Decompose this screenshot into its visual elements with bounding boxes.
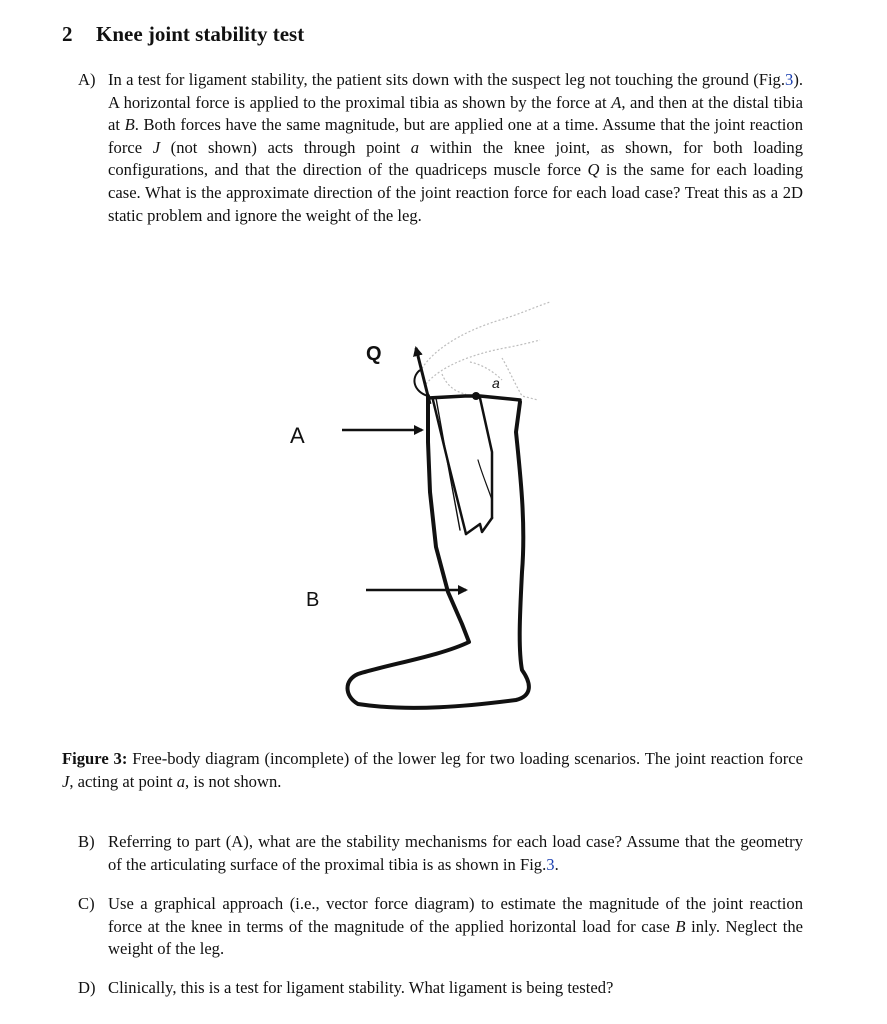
point-a-dot	[472, 392, 480, 400]
text-span: Free-body diagram (incomplete) of the lower leg for two loading scenarios. The joint reaction force	[127, 749, 803, 768]
text-span: .	[554, 854, 559, 874]
var-j: J	[152, 137, 161, 157]
question-b-label: B)	[78, 832, 95, 851]
lower-leg-outline	[348, 396, 529, 708]
caption-label: Figure 3:	[62, 749, 128, 768]
question-c-label: C)	[78, 894, 95, 913]
question-a	[78, 69, 803, 227]
label-point-a: a	[492, 375, 500, 391]
question-a-label: A)	[78, 70, 96, 89]
var-j: J	[62, 771, 70, 791]
label-force-b: B	[306, 589, 320, 611]
question-b-text	[108, 831, 803, 876]
section-heading	[62, 22, 304, 47]
figure-caption	[62, 748, 803, 793]
text-span: , and then at the distal tibia at	[108, 92, 803, 135]
var-b: B	[124, 115, 135, 135]
text-span: (not shown) acts through point	[160, 137, 411, 157]
question-a-text	[108, 69, 803, 227]
section-number: 2	[62, 22, 73, 46]
text-span: , is not shown.	[185, 771, 282, 791]
text-span: is the same for each loading case. What is the approximate direction of the joint reaction force for each load case? Treat this as a 2D static problem and ignore the weight of the leg.	[108, 160, 803, 225]
leg-diagram	[270, 292, 570, 722]
question-d-text	[108, 977, 803, 1000]
text-span: Clinically, this is a test for ligament stability. What ligament is being tested?	[108, 978, 614, 997]
text-span: Referring to part (A), what are the stability mechanisms for each load case? Assume that the geometry of the articulating surface of the proximal tibia is as shown in Fig.	[108, 832, 803, 874]
question-c	[78, 893, 803, 961]
question-c-text	[108, 893, 803, 961]
var-a: A	[611, 92, 622, 112]
question-d	[78, 977, 803, 1000]
var-point-a: a	[176, 771, 186, 791]
text-span: within the knee joint, as shown, for both loading configurations, and that the direction of the quadriceps muscle force	[108, 137, 804, 180]
figure-ref-link[interactable]: 3	[546, 854, 555, 874]
var-b: B	[675, 916, 686, 936]
section-title: Knee joint stability test	[96, 22, 305, 46]
question-b	[78, 831, 803, 876]
femur-sketch	[420, 302, 550, 400]
label-q: Q	[366, 343, 382, 365]
var-q: Q	[587, 160, 600, 180]
figure-3	[270, 292, 570, 722]
var-point-a: a	[410, 137, 420, 157]
text-span: , acting at point	[69, 771, 177, 791]
text-span: Use a graphical approach (i.e., vector force diagram) to estimate the magnitude of the joint reaction force at the knee in terms of the magnitude of the applied horizontal load for case	[108, 894, 803, 936]
text-span: . Both forces have the same magnitude, but are applied one at a time. Assume that the joint reaction force	[108, 115, 804, 157]
question-d-label: D)	[78, 978, 96, 997]
figure-ref-link[interactable]: 3	[785, 70, 794, 89]
text-span: inly. Neglect the weight of the leg.	[108, 916, 803, 959]
label-force-a: A	[290, 423, 305, 448]
text-span: ). A horizontal force is applied to the proximal tibia as shown by the force at	[108, 70, 803, 112]
text-span: In a test for ligament stability, the patient sits down with the suspect leg not touching the ground (Fig.	[108, 70, 786, 89]
